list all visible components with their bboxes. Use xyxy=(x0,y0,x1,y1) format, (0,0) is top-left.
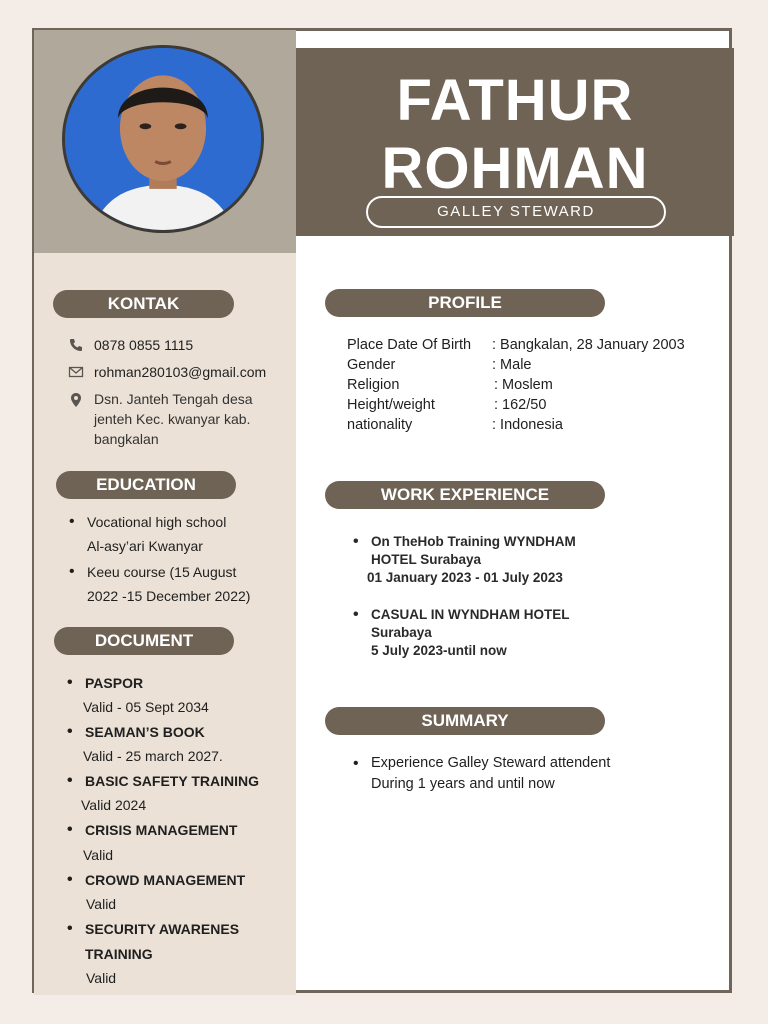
education-item xyxy=(87,512,226,556)
first-name: FATHUR xyxy=(396,68,634,133)
last-name: ROHMAN xyxy=(381,136,649,201)
document-detail: Valid 2024 xyxy=(81,797,147,813)
education-text: • Vocational high school xyxy=(87,514,227,530)
contact-phone: 0878 0855 1115 xyxy=(94,337,194,353)
profile-photo xyxy=(62,45,264,233)
work-item xyxy=(371,606,570,660)
work-text: Surabaya xyxy=(371,625,432,640)
document-detail: Valid xyxy=(86,970,117,986)
education-text: • Keeu course (15 August xyxy=(87,564,237,580)
profile-label: Place Date Of Birth xyxy=(347,337,472,353)
profile-label: nationality xyxy=(347,417,413,433)
education-item xyxy=(87,562,250,606)
address-line: jenteh Kec. kwanyar kab. xyxy=(94,411,251,427)
document-name: • SEAMAN’S BOOK xyxy=(85,722,205,742)
role-badge: GALLEY STEWARD xyxy=(366,196,666,228)
contact-address xyxy=(94,389,253,449)
contact-heading: KONTAK xyxy=(53,290,234,318)
profile-label: Gender xyxy=(347,357,396,373)
full-name xyxy=(296,68,734,201)
document-detail: Valid - 25 march 2027. xyxy=(83,748,223,764)
document-detail: Valid xyxy=(86,896,117,912)
profile-value: : Indonesia xyxy=(492,417,563,433)
email-icon xyxy=(68,364,84,380)
profile-label: Religion xyxy=(347,377,400,393)
document-name: TRAINING xyxy=(85,946,153,962)
address-line: bangkalan xyxy=(94,431,159,447)
contact-email: rohman280103@gmail.com xyxy=(94,364,267,380)
work-dates: 01 January 2023 - 01 July 2023 xyxy=(367,570,563,585)
document-name: • CRISIS MANAGEMENT xyxy=(85,820,237,840)
document-name: • PASPOR xyxy=(85,673,143,693)
document-name: • CROWD MANAGEMENT xyxy=(85,870,245,890)
summary-text: • Experience Galley Steward attendent xyxy=(371,755,611,771)
work-heading: WORK EXPERIENCE xyxy=(325,481,605,509)
document-detail: Valid - 05 Sept 2034 xyxy=(83,699,209,715)
document-heading: DOCUMENT xyxy=(54,627,234,655)
profile-value: : 162/50 xyxy=(494,397,547,413)
summary-text: During 1 years and until now xyxy=(371,776,555,792)
work-text: • CASUAL IN WYNDHAM HOTEL xyxy=(371,607,570,622)
profile-heading: PROFILE xyxy=(325,289,605,317)
phone-icon xyxy=(68,337,84,353)
work-text: • On TheHob Training WYNDHAM xyxy=(371,534,576,549)
work-text: HOTEL Surabaya xyxy=(371,552,482,567)
work-dates: 5 July 2023-until now xyxy=(371,643,507,658)
profile-value: : Moslem xyxy=(494,377,553,393)
profile-value: : Male xyxy=(492,357,532,373)
summary-heading: SUMMARY xyxy=(325,707,605,735)
portrait-image xyxy=(65,48,261,230)
document-name: • SECURITY AWARENES xyxy=(85,919,239,939)
document-name: • BASIC SAFETY TRAINING xyxy=(85,771,259,791)
document-detail: Valid xyxy=(83,847,114,863)
work-item xyxy=(367,533,576,587)
education-text: 2022 -15 December 2022) xyxy=(87,588,251,604)
profile-value: : Bangkalan, 28 January 2003 xyxy=(492,337,685,353)
education-heading: EDUCATION xyxy=(56,471,236,499)
summary-item xyxy=(371,753,610,795)
profile-label: Height/weight xyxy=(347,397,435,413)
location-pin-icon xyxy=(68,392,84,408)
education-text: Al-asy’ari Kwanyar xyxy=(87,538,203,554)
address-line: Dsn. Janteh Tengah desa xyxy=(94,391,253,407)
